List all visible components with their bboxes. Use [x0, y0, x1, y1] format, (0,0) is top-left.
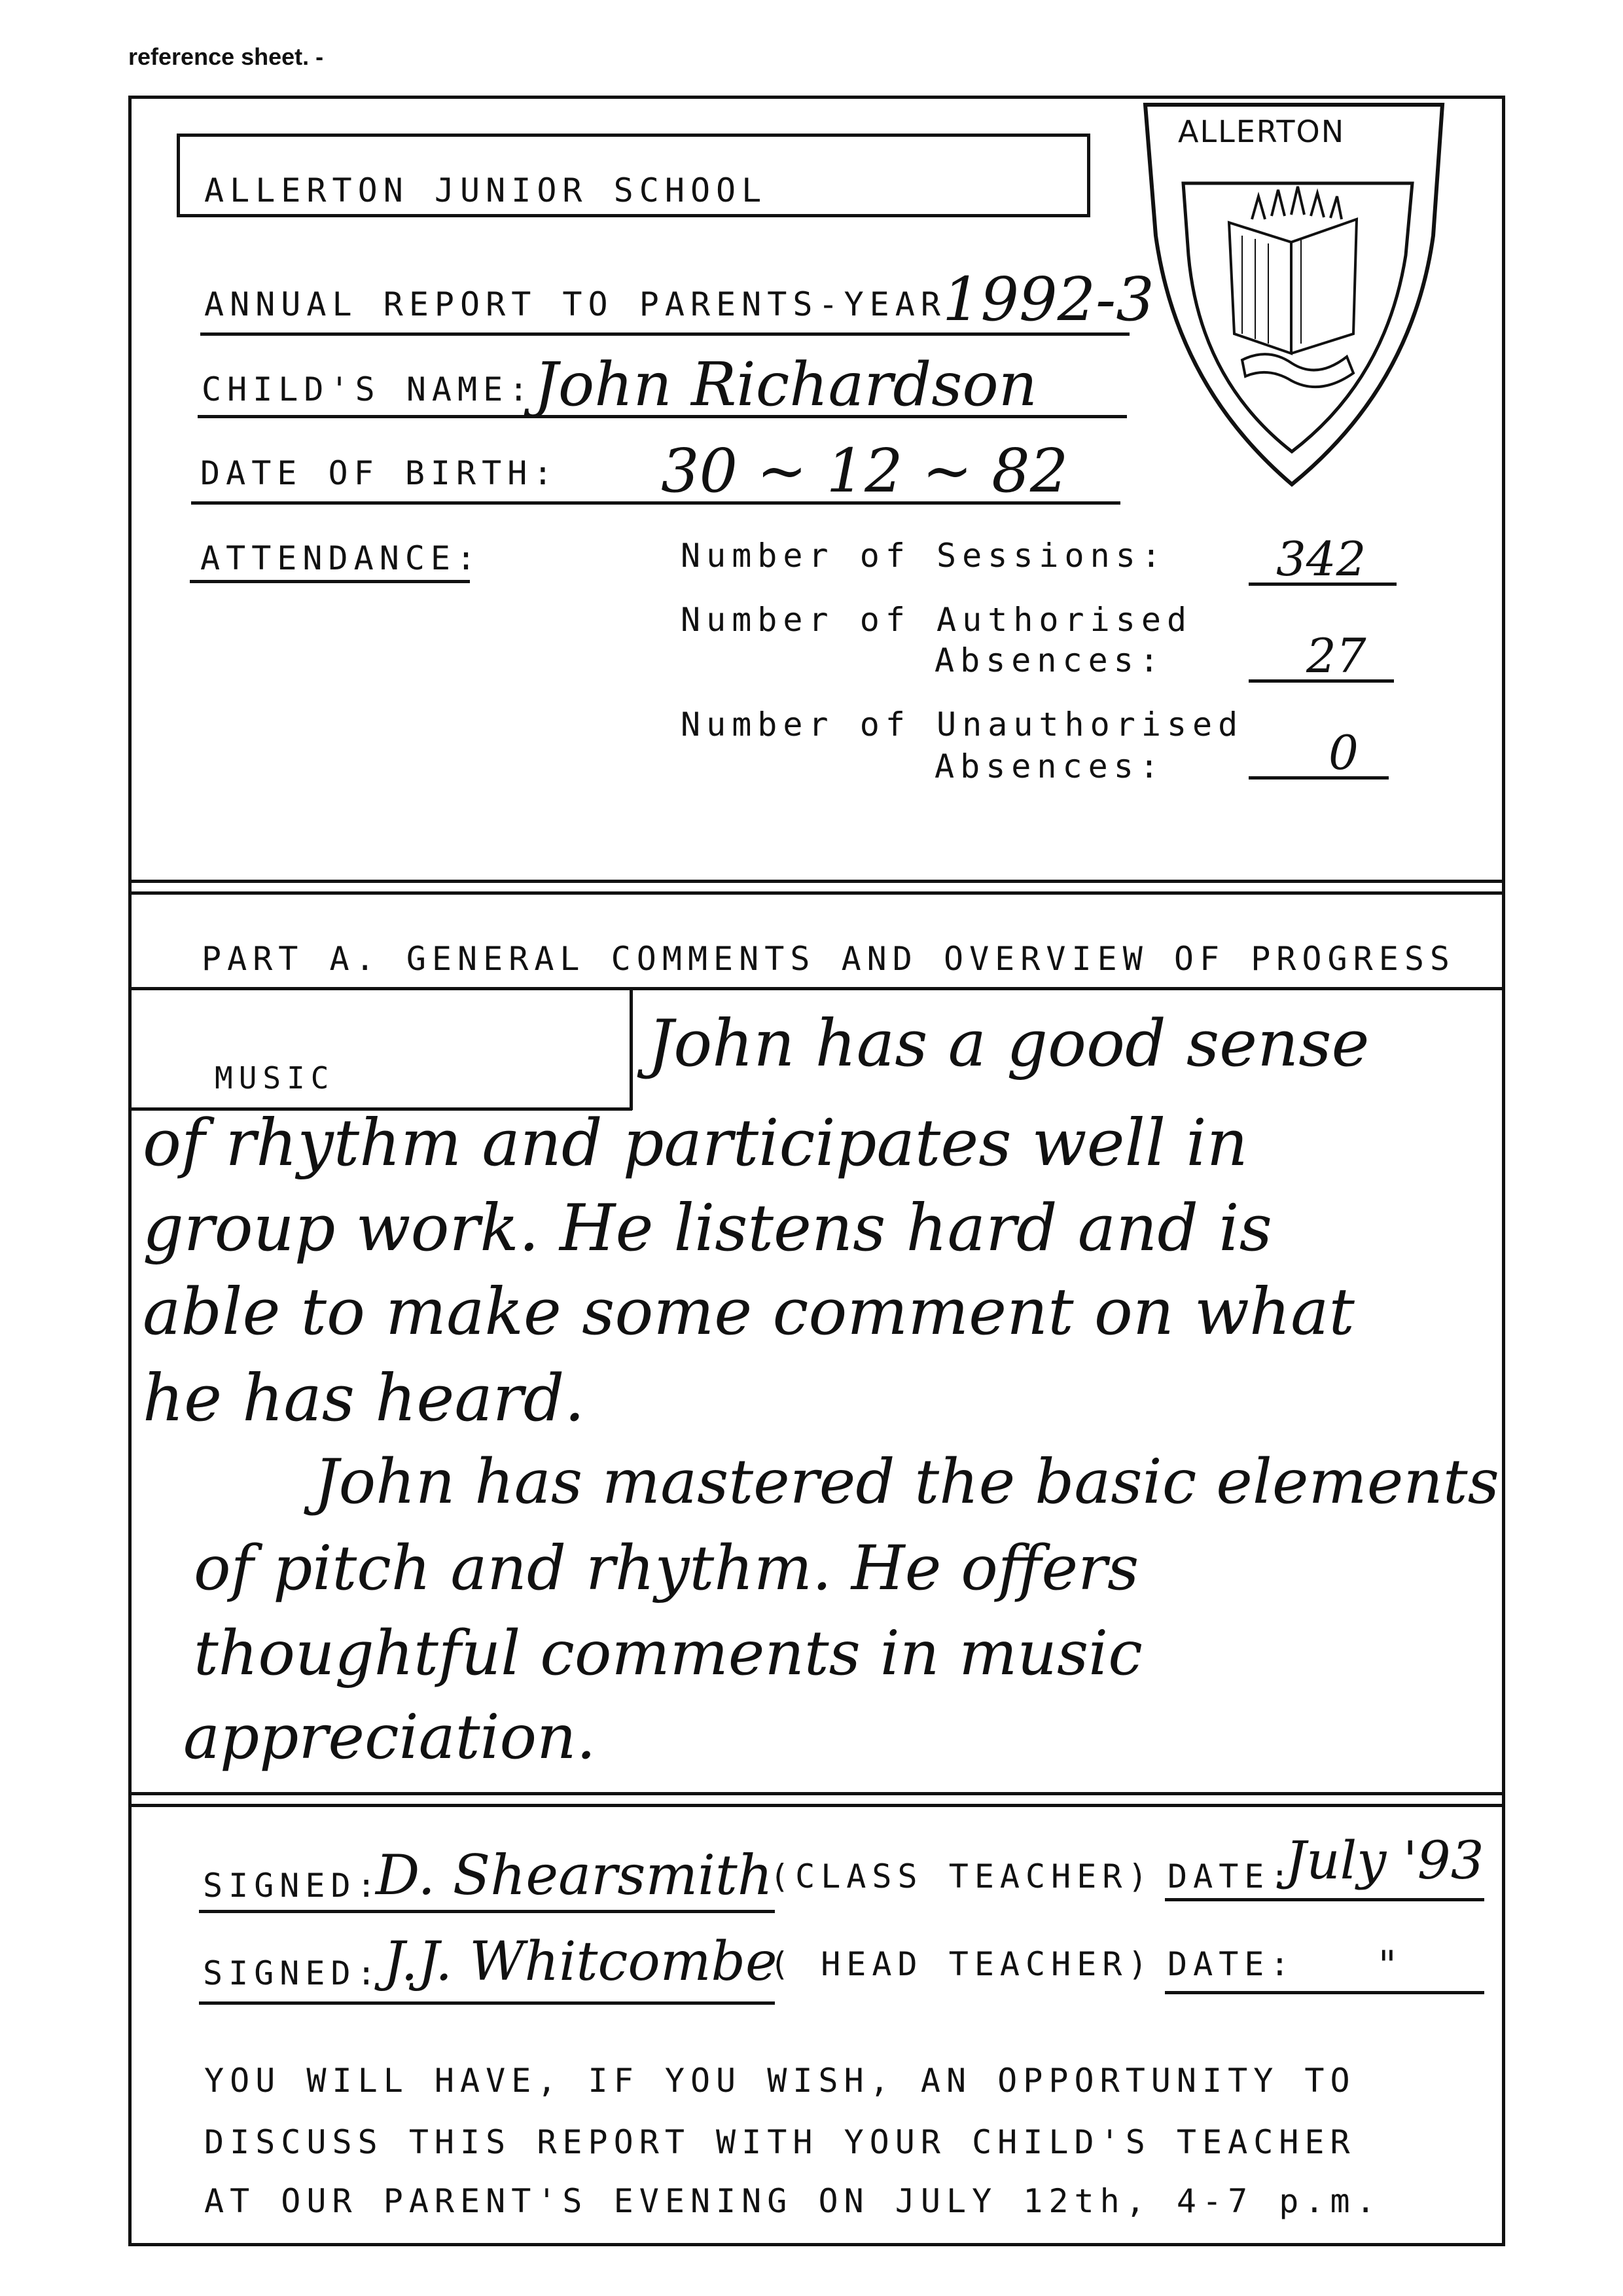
comment-2-line-1: John has mastered the basic elements: [314, 1446, 1499, 1518]
class-teacher-role: (CLASS TEACHER): [770, 1857, 1154, 1895]
head-teacher-date: ": [1378, 1943, 1397, 1988]
child-name-underline: [198, 415, 1127, 418]
report-title-label: ANNUAL REPORT TO PARENTS-YEAR: [204, 285, 946, 323]
comment-1-line-3: group work. He listens hard and is: [143, 1191, 1272, 1266]
date-label-class: DATE:: [1168, 1857, 1296, 1895]
authorised-label-line-2: Absences:: [935, 641, 1165, 679]
footer-line-2: DISCUSS THIS REPORT WITH YOUR CHILD'S TEACHER: [204, 2123, 1356, 2161]
comment-1-line-4: able to make some comment on what: [143, 1275, 1355, 1350]
class-signature-underline: [199, 1910, 775, 1913]
section-divider: [128, 1804, 1505, 1807]
class-teacher-date: July '93: [1285, 1830, 1484, 1891]
signed-label-head: SIGNED:: [203, 1954, 382, 1992]
footer-line-1: YOU WILL HAVE, IF YOU WISH, AN OPPORTUNITY TO: [204, 2062, 1356, 2100]
authorised-value: 27: [1306, 628, 1366, 683]
sessions-label: Number of Sessions:: [681, 537, 1167, 575]
head-teacher-signature: J.J. Whitcombe: [383, 1931, 777, 1993]
sessions-underline: [1249, 583, 1397, 586]
class-teacher-signature: D. Shearsmith: [376, 1843, 773, 1907]
attendance-label: ATTENDANCE:: [200, 539, 482, 577]
authorised-label-line-1: Number of Authorised: [681, 601, 1193, 639]
reference-sheet-label: reference sheet. -: [128, 43, 324, 70]
head-teacher-role: ( HEAD TEACHER): [770, 1945, 1154, 1983]
unauthorised-label-line-2: Absences:: [935, 747, 1165, 785]
footer-line-3: AT OUR PARENT'S EVENING ON JULY 12th, 4-7 p.m.: [204, 2182, 1382, 2220]
child-name-label: CHILD'S NAME:: [202, 370, 535, 408]
comment-1-line-1: John has a good sense: [648, 1007, 1370, 1081]
head-date-underline: [1165, 1991, 1484, 1994]
dob-underline: [191, 501, 1120, 505]
section-divider: [128, 880, 1505, 883]
sessions-value: 342: [1276, 531, 1366, 586]
unauthorised-underline: [1249, 776, 1389, 780]
crest-label: ALLERTON: [1178, 114, 1346, 149]
comment-2-line-2: of pitch and rhythm. He offers: [194, 1533, 1139, 1604]
signed-label-class: SIGNED:: [203, 1867, 382, 1905]
unauthorised-label-line-1: Number of Unauthorised: [681, 706, 1244, 744]
comment-1-line-2: of rhythm and participates well in: [143, 1106, 1248, 1181]
report-year: 1992-3: [942, 264, 1154, 334]
school-crest-icon: [1137, 98, 1452, 491]
child-name: John Richardson: [534, 350, 1038, 420]
subject-box-divider: [630, 990, 633, 1110]
title-underline: [200, 332, 1130, 336]
date-label-head: DATE:: [1168, 1945, 1296, 1983]
comment-2-line-4: appreciation.: [183, 1702, 596, 1773]
section-divider: [128, 1792, 1505, 1795]
unauthorised-value: 0: [1329, 725, 1359, 780]
section-divider: [128, 987, 1505, 990]
dob-label: DATE OF BIRTH:: [200, 454, 559, 492]
authorised-underline: [1249, 679, 1394, 683]
part-a-heading: PART A. GENERAL COMMENTS AND OVERVIEW OF PROGRESS: [202, 940, 1456, 978]
head-signature-underline: [199, 2001, 775, 2005]
date-of-birth: 30 ~ 12 ~ 82: [661, 436, 1069, 506]
section-divider: [128, 891, 1505, 895]
comment-1-line-5: he has heard.: [143, 1361, 585, 1436]
class-date-underline: [1165, 1898, 1484, 1901]
comment-2-line-3: thoughtful comments in music: [194, 1618, 1143, 1689]
attendance-underline: [190, 580, 470, 583]
subject-label: MUSIC: [215, 1060, 335, 1096]
school-name: ALLERTON JUNIOR SCHOOL: [204, 171, 768, 209]
